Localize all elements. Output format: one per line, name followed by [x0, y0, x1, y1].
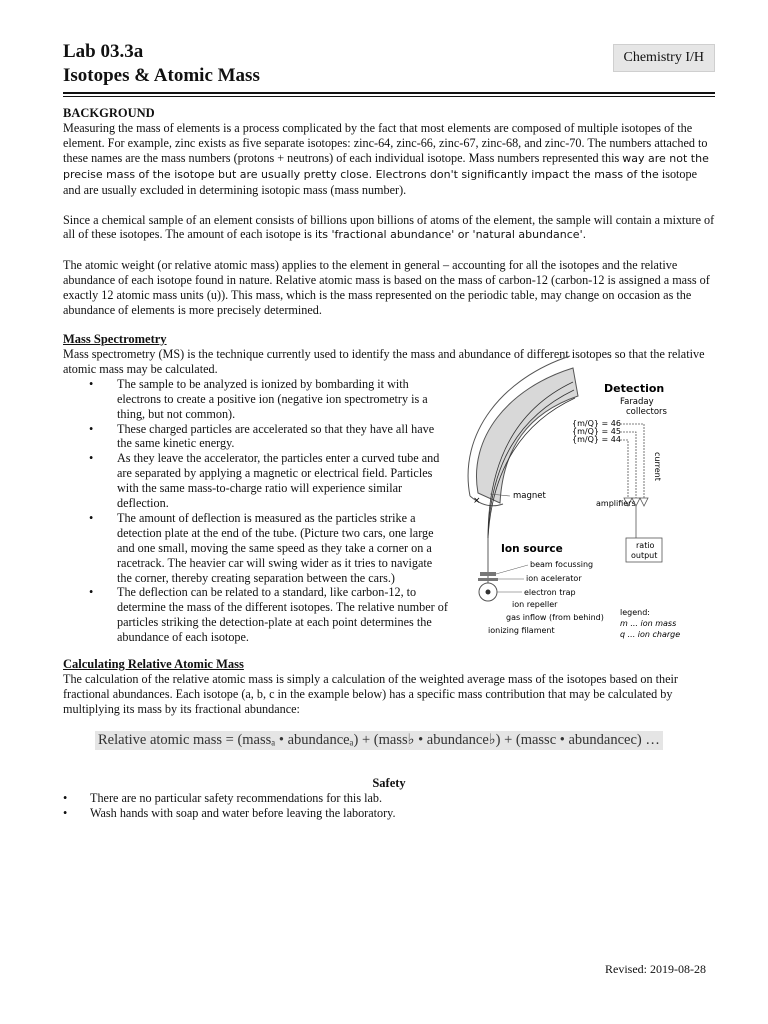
mass-spec-heading: Mass Spectrometry	[63, 331, 167, 346]
background-paragraph-1	[63, 121, 715, 198]
mq46-label: {m/Q} = 46	[572, 419, 621, 428]
beam-focussing-label: beam focussing	[530, 560, 594, 569]
list-item: • The deflection can be related to a standard, like carbon-12, to determine the mass of the different isotopes. The relative number of particles striking the detection-plate at each point determines the abundance of each isotope.	[63, 585, 449, 645]
list-item: • Wash hands with soap and water before leaving the laboratory.	[63, 806, 715, 821]
mq45-label: {m/Q} = 45	[572, 427, 621, 436]
legend-label: legend:	[620, 608, 650, 617]
mq44-label: {m/Q} = 44	[572, 435, 621, 444]
flight-tube	[476, 368, 578, 503]
list-item: • These charged particles are accelerated so that they have all have the same kinetic energy.	[63, 422, 449, 452]
legend-m-label: m ... ion mass	[620, 619, 677, 628]
faraday-label: Faraday	[620, 397, 654, 407]
pointer-focus	[496, 565, 528, 574]
background-heading: BACKGROUND	[63, 106, 155, 120]
safety-list	[63, 791, 715, 821]
magnet-x-mark: ×	[473, 496, 481, 506]
list-item: • There are no particular safety recommendations for this lab.	[63, 791, 715, 806]
ion-source-label: Ion source	[501, 543, 563, 555]
ion-accelerator-plate	[478, 578, 498, 581]
background-p1-text: Measuring the mass of elements is a process complicated by the fact that most elements are composed of multiple isotopes of the element. For example, zinc exists as five separate isotopes: zinc-64, zinc-66, zinc-67, zinc-68, and zinc-70. The numbers attached to these names are the mass numbers (protons + neutrons) of each individual isotope. Mass numbers represented this	[63, 121, 708, 165]
background-p1-sans-text: way are not the precise mass of the isotope but are usually pretty close. Electrons don't significantly impact the mass of the	[63, 151, 709, 181]
mass-spec-intro: Mass spectrometry (MS) is the technique currently used to identify the mass and abundance of different isotopes so that the relative atomic mass may be calculated.	[63, 346, 705, 376]
magnet-label: magnet	[513, 491, 546, 501]
collector-wire-3	[620, 440, 628, 498]
safety-heading: Safety	[372, 775, 406, 790]
background-p1-end-text: isotope and are usually excluded in determining isotopic mass (mass number).	[63, 166, 698, 197]
revised-date: Revised: 2019-08-28	[605, 962, 706, 976]
background-paragraph-2	[63, 213, 715, 244]
relative-mass-equation: Relative atomic mass = (massₐ • abundanceₐ) + (mass♭ • abundance♭) + (massc • abundancec) …	[95, 731, 663, 750]
course-badge: Chemistry I/H	[613, 44, 716, 72]
ion-accelerator-label: ion acelerator	[526, 574, 582, 583]
beam-focusser	[480, 572, 496, 576]
list-item: • The amount of deflection is measured as the particles strike a detection plate at the end of the tube. (Picture two cars, one large and one small, moving the same speed as they take a corner on a racetrack. The heavier car will swing wider as it tries to navigate the corner, thereby creating separation between the cars.)	[63, 511, 449, 586]
list-item: • As they leave the accelerator, the particles enter a curved tube and are separated by applying a magnetic or electrical field. Particles with the same mass-to-charge ratio will experience similar deflection.	[63, 451, 449, 511]
title-rule	[63, 92, 715, 97]
title-block	[63, 40, 715, 88]
background-p2-sans-text: its 'fractional abundance' or 'natural abundance'.	[314, 228, 587, 242]
list-item: • The sample to be analyzed is ionized by bombarding it with electrons to create a positive ion (negative ion spectrometry is a thing, but not common).	[63, 377, 449, 422]
current-label: current	[653, 452, 662, 481]
ionizing-filament-label: ionizing filament	[488, 626, 555, 635]
amplifier-3	[640, 498, 648, 506]
amplifiers-label: amplifiers	[596, 499, 636, 508]
relative-mass-body: The calculation of the relative atomic mass is simply a calculation of the weighted average mass of the isotopes based on their fractional abundances. Each isotope (a, b, c in the example below) has a specific mass contribution that may be calculated by multiplying its mass by its fractional abundance:	[63, 672, 678, 716]
electron-trap-label: electron trap	[524, 588, 576, 597]
background-p2-text: Since a chemical sample of an element consists of billions upon billions of atoms of the element, the sample will contain a mixture of all of these isotopes. The amount of each isotope is	[63, 212, 715, 242]
ion-repeller-label: ion repeller	[512, 600, 558, 609]
lab-title: Isotopes & Atomic Mass	[63, 65, 260, 86]
legend-q-label: q ... ion charge	[620, 630, 681, 639]
lab-number: Lab 03.3a	[63, 41, 144, 62]
detection-label: Detection	[604, 382, 665, 395]
ratio-label: ratio	[636, 541, 655, 550]
background-paragraph-3: The atomic weight (or relative atomic mass) applies to the element in general – accounting for all the isotopes and the relative abundance of each isotope found in nature. Relative atomic mass is based on the mass of carbon-12 (carbon-12 is assigned a mass of exactly 12 atomic mass units (u)). This mass, which is the mass represented on the periodic table, may change on occasion as the abundance of elements is more precisely determined.	[63, 258, 710, 318]
output-label: output	[631, 551, 658, 560]
mass-spectrometer-diagram	[408, 338, 667, 603]
ion-source-labels	[460, 595, 690, 645]
relative-mass-heading: Calculating Relative Atomic Mass	[63, 657, 244, 672]
collector-wire-1	[620, 424, 644, 498]
collectors-label: collectors	[626, 407, 667, 417]
gas-inflow-label: gas inflow (from behind)	[506, 613, 604, 622]
ion-repeller-dot	[486, 590, 491, 595]
